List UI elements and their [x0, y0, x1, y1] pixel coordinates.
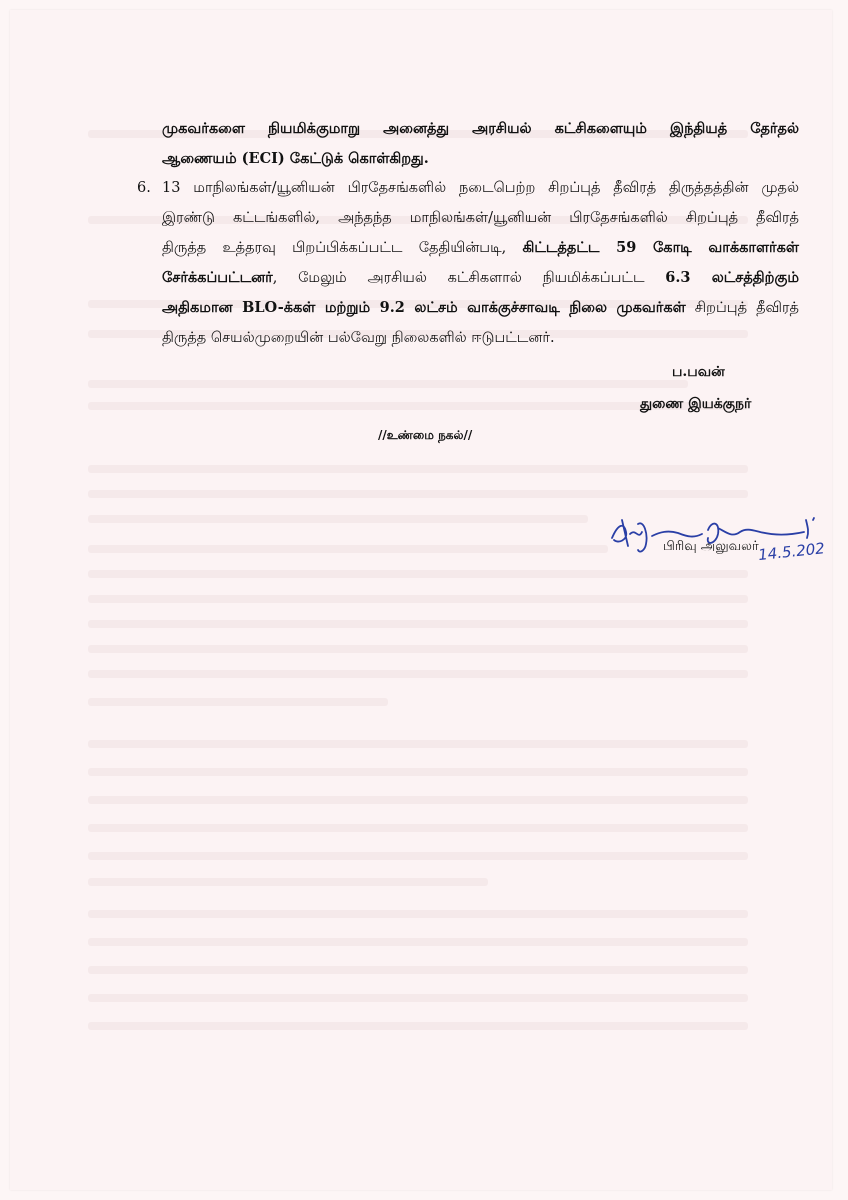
- paragraph-6: [162, 173, 799, 353]
- handwritten-date: 14.5.202: [757, 539, 826, 565]
- bold-text-run: 6.3 லட்சத்திற்கும்: [665, 269, 799, 286]
- text-run: , மேலும் அரசியல் கட்சிகளால் நியமிக்கப்பட்ட: [272, 270, 666, 286]
- bleed-through-line: [88, 1022, 748, 1030]
- bleed-through-line: [88, 670, 748, 678]
- bleed-through-line: [88, 852, 748, 860]
- bleed-through-line: [88, 796, 748, 804]
- bleed-through-line: [88, 545, 608, 553]
- true-copy-label: //உண்மை நகல்//: [378, 428, 473, 442]
- bleed-through-line: [88, 740, 748, 748]
- bleed-through-line: [88, 645, 748, 653]
- paragraph-number: 6.: [137, 180, 151, 196]
- bleed-through-line: [88, 465, 748, 473]
- bleed-through-line: [88, 620, 748, 628]
- paragraph-line: முகவர்களை நியமிக்குமாறு அனைத்து அரசியல் கட்சிகளையும் இந்தியத் தேர்தல்: [162, 120, 799, 137]
- paragraph-line: [162, 233, 799, 263]
- paragraph-line: இரண்டு கட்டங்களில், அந்தந்த மாநிலங்கள்/யூனியன் பிரதேசங்களில் சிறப்புத் தீவிரத்: [162, 210, 799, 226]
- bleed-through-line: [88, 595, 748, 603]
- bleed-through-line: [88, 515, 588, 523]
- paragraph-line: [162, 293, 799, 323]
- bleed-through-line: [88, 768, 748, 776]
- paragraph-line: ஆணையம் (ECI) கேட்டுக் கொள்கிறது.: [162, 150, 429, 167]
- bleed-through-line: [88, 380, 688, 388]
- bleed-through-line: [88, 966, 748, 974]
- bleed-through-line: [88, 490, 748, 498]
- bold-text-run: அதிகமான BLO-க்கள் மற்றும் 9.2 லட்சம் வாக்குச்சாவடி நிலை முகவர்கள்: [162, 299, 686, 316]
- paragraph-line: 13 மாநிலங்கள்/யூனியன் பிரதேசங்களில் நடைபெற்ற சிறப்புத் தீவிரத் திருத்தத்தின் முதல்: [162, 180, 799, 196]
- bleed-through-line: [88, 824, 748, 832]
- bold-text-run: கிட்டத்தட்ட 59 கோடி வாக்காளர்கள்: [522, 239, 799, 256]
- bleed-through-line: [88, 878, 488, 886]
- section-officer-label: பிரிவு அலுவலர்: [663, 539, 759, 554]
- signatory-name: ப.பவன்: [672, 364, 725, 380]
- text-run: சிறப்புத் தீவிரத்: [685, 300, 799, 316]
- signatory-title: துணை இயக்குநர்: [640, 396, 752, 412]
- bleed-through-line: [88, 910, 748, 918]
- paragraph-line: திருத்த செயல்முறையின் பல்வேறு நிலைகளில் ஈடுபட்டனர்.: [162, 330, 555, 346]
- paragraph-5-continuation: [162, 114, 799, 174]
- bold-text-run: சேர்க்கப்பட்டனர்: [162, 269, 273, 286]
- paragraph-line: [162, 263, 799, 293]
- bleed-through-line: [88, 938, 748, 946]
- bleed-through-line: [88, 698, 388, 706]
- text-run: திருத்த உத்தரவு பிறப்பிக்கப்பட்ட தேதியின்படி,: [162, 240, 523, 256]
- bleed-through-line: [88, 994, 748, 1002]
